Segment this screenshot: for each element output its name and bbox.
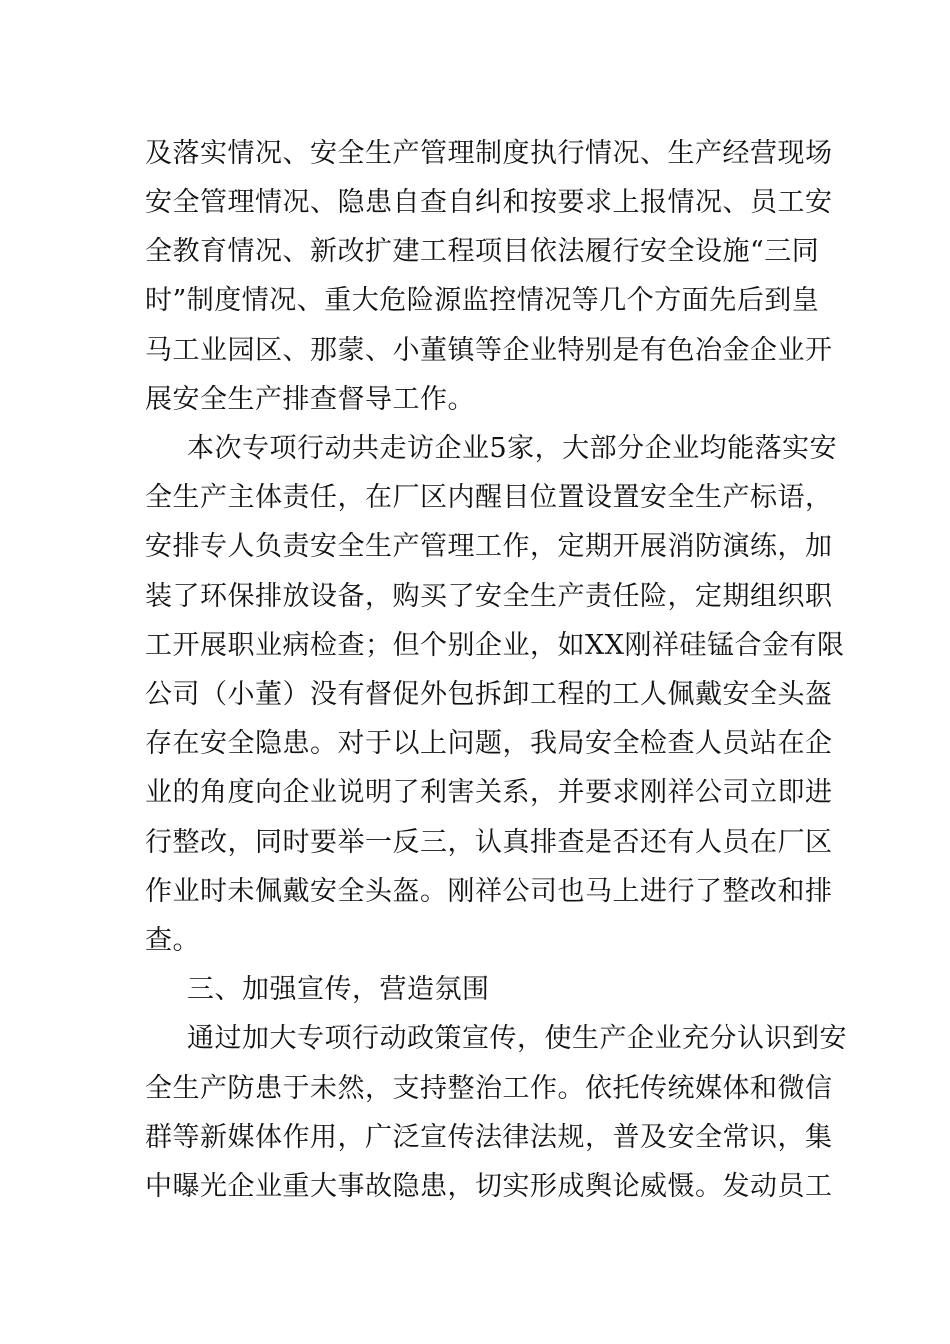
text-line: 存在安全隐患。对于以上问题，我局安全检查人员站在企: [145, 728, 833, 759]
text-line: 作业时未佩戴安全头盔。刚祥公司也马上进行了整改和排: [145, 876, 833, 907]
text-line: 查。: [145, 925, 200, 956]
text-line: 全教育情况、新改扩建工程项目依法履行安全设施“三同: [145, 236, 820, 267]
section-heading: 三、加强宣传，营造氛围: [187, 974, 490, 1005]
text-line: 行整改，同时要举一反三，认真排查是否还有人员在厂区: [145, 827, 833, 858]
text-line: 时”制度情况、重大危险源监控情况等几个方面先后到皇: [145, 285, 820, 316]
text-line: 安全管理情况、隐患自查自纠和按要求上报情况、员工安: [145, 187, 833, 218]
text-line: 全生产主体责任，在厂区内醒目位置设置安全生产标语，: [145, 482, 833, 513]
text-line: 全生产防患于未然，支持整治工作。依托传统媒体和微信: [145, 1073, 833, 1104]
text-line: 公司（小董）没有督促外包拆卸工程的工人佩戴安全头盔: [145, 679, 833, 710]
text-line: 马工业园区、那蒙、小董镇等企业特别是有色冶金企业开: [145, 335, 833, 366]
text-line: 中曝光企业重大事故隐患，切实形成舆论威慑。发动员工: [145, 1171, 833, 1202]
text-line: 群等新媒体作用，广泛宣传法律法规，普及安全常识，集: [145, 1122, 833, 1153]
paragraph-first-line: 本次专项行动共走访企业5家，大部分企业均能落实安: [187, 433, 838, 464]
text-line: 装了环保排放设备，购买了安全生产责任险，定期组织职: [145, 581, 833, 612]
text-line: 安排专人负责安全生产管理工作，定期开展消防演练，加: [145, 531, 833, 562]
text-line: 业的角度向企业说明了利害关系，并要求刚祥公司立即进: [145, 777, 833, 808]
text-line: 展安全生产排查督导工作。: [145, 384, 475, 415]
text-line: 及落实情况、安全生产管理制度执行情况、生产经营现场: [145, 138, 833, 169]
paragraph-first-line: 通过加大专项行动政策宣传，使生产企业充分认识到安: [187, 1023, 847, 1054]
text-line: 工开展职业病检查；但个别企业，如XX刚祥硅锰合金有限: [145, 630, 845, 661]
